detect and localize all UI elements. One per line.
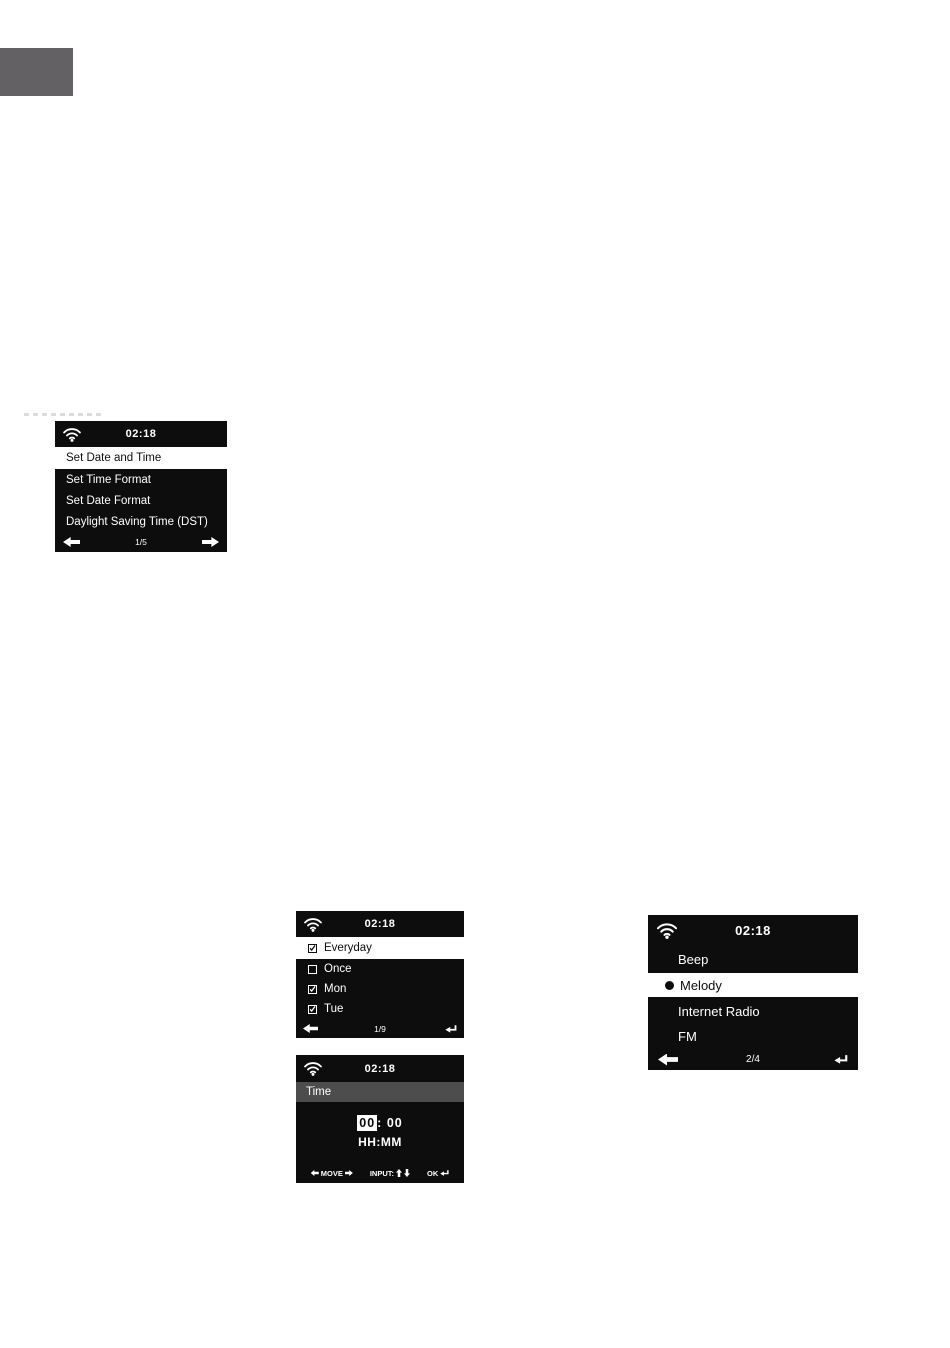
status-clock: 02:18 bbox=[364, 918, 396, 930]
menu-item-set-date-and-time[interactable]: Set Date and Time bbox=[55, 447, 227, 469]
wifi-icon bbox=[656, 922, 678, 939]
enter-icon bbox=[440, 1169, 449, 1177]
move-right-icon bbox=[345, 1170, 353, 1176]
wifi-icon bbox=[303, 1061, 323, 1076]
hint-input-label: INPUT: bbox=[369, 1168, 394, 1178]
status-bar bbox=[296, 911, 464, 937]
move-left-icon bbox=[311, 1170, 319, 1176]
hint-input bbox=[370, 1169, 410, 1178]
hint-bar bbox=[296, 1163, 464, 1183]
page-header-block bbox=[0, 48, 73, 96]
next-page-arrow-icon[interactable] bbox=[202, 537, 219, 547]
enter-icon[interactable] bbox=[834, 1054, 848, 1065]
hint-move bbox=[311, 1169, 353, 1178]
repeat-option-mon[interactable] bbox=[296, 979, 464, 999]
status-clock: 02:18 bbox=[125, 428, 157, 440]
time-colon: : bbox=[377, 1116, 383, 1130]
footer-bar bbox=[648, 1049, 858, 1070]
radio-selected-icon bbox=[665, 981, 674, 990]
sound-option-beep[interactable]: Beep bbox=[678, 951, 709, 967]
back-arrow-icon[interactable] bbox=[303, 1024, 318, 1033]
repeat-option-everyday[interactable] bbox=[296, 937, 464, 959]
repeat-option-label: Everyday bbox=[324, 942, 372, 954]
page-indicator: 1/9 bbox=[374, 1023, 386, 1034]
wifi-icon bbox=[62, 427, 82, 442]
screen-alarm-sound-list bbox=[648, 915, 858, 1070]
screen-alarm-time-input bbox=[296, 1055, 464, 1183]
repeat-option-label: Once bbox=[324, 963, 352, 975]
screen-alarm-repeat-list bbox=[296, 911, 464, 1038]
hint-ok bbox=[427, 1169, 449, 1178]
back-arrow-icon[interactable] bbox=[658, 1054, 678, 1066]
page-indicator: 2/4 bbox=[746, 1054, 760, 1065]
wifi-icon bbox=[303, 917, 323, 932]
input-down-icon bbox=[404, 1169, 410, 1177]
sound-option-fm[interactable]: FM bbox=[678, 1029, 697, 1044]
status-bar bbox=[648, 915, 858, 945]
hint-move-label: MOVE bbox=[320, 1168, 343, 1178]
checkbox-checked-icon bbox=[308, 985, 317, 994]
menu-item-set-time-format[interactable]: Set Time Format bbox=[66, 473, 151, 486]
checkbox-checked-icon bbox=[308, 944, 317, 953]
repeat-option-once[interactable] bbox=[296, 959, 464, 979]
hours-field[interactable]: 00 bbox=[359, 1116, 376, 1130]
menu-item-daylight-saving-time[interactable]: Daylight Saving Time (DST) bbox=[66, 515, 208, 528]
sound-option-internet-radio[interactable]: Internet Radio bbox=[678, 1003, 760, 1019]
menu-item-set-date-format[interactable]: Set Date Format bbox=[66, 494, 151, 507]
hint-ok-label: OK bbox=[427, 1168, 439, 1178]
status-bar bbox=[296, 1055, 464, 1082]
form-title: Time bbox=[296, 1082, 464, 1102]
sound-option-melody[interactable] bbox=[648, 973, 858, 997]
enter-icon[interactable] bbox=[445, 1024, 457, 1034]
input-up-icon bbox=[396, 1169, 402, 1177]
footer-bar bbox=[55, 532, 227, 552]
screen-set-date-time-menu bbox=[55, 421, 227, 552]
checkbox-checked-icon bbox=[308, 1005, 317, 1014]
page-indicator: 1/5 bbox=[135, 537, 147, 547]
minutes-field[interactable]: 00 bbox=[386, 1116, 403, 1130]
repeat-option-tue[interactable] bbox=[296, 999, 464, 1019]
repeat-option-label: Tue bbox=[324, 1003, 344, 1015]
checkbox-unchecked-icon bbox=[308, 965, 317, 974]
repeat-option-label: Mon bbox=[324, 983, 347, 995]
time-entry bbox=[296, 1116, 464, 1130]
footer-bar bbox=[296, 1019, 464, 1038]
status-clock: 02:18 bbox=[364, 1062, 396, 1075]
status-bar bbox=[55, 421, 227, 447]
faint-print-artifact bbox=[24, 413, 104, 416]
sound-option-label: Melody bbox=[680, 977, 722, 993]
format-hint: HH:MM bbox=[358, 1135, 402, 1149]
status-clock: 02:18 bbox=[735, 922, 771, 938]
prev-page-arrow-icon[interactable] bbox=[63, 537, 80, 547]
